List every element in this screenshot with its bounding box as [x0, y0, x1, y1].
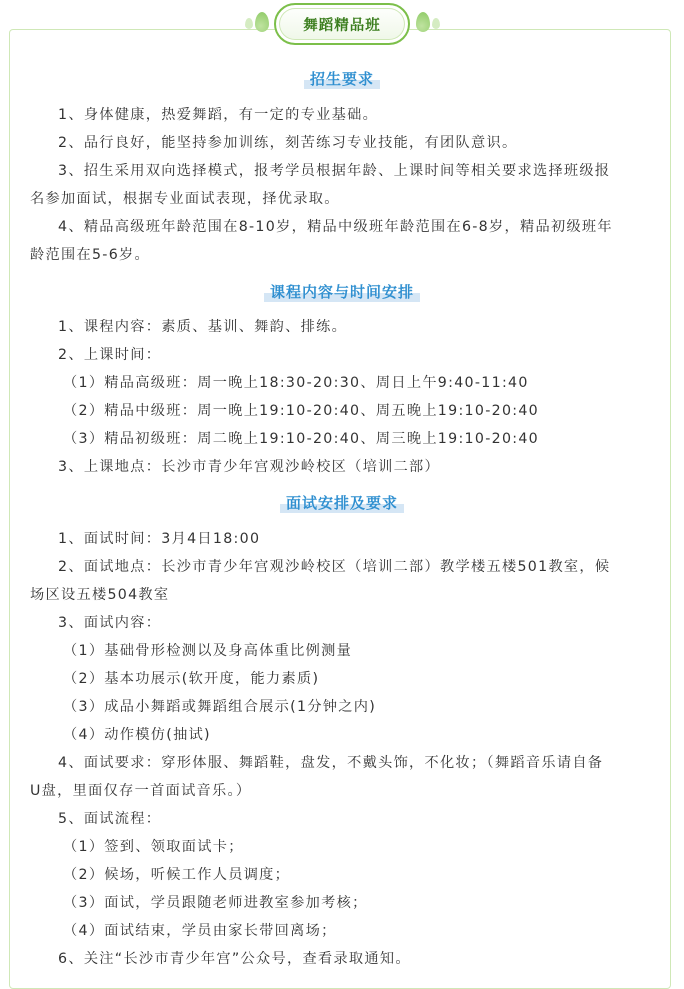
text-line: 3、面试内容： — [58, 615, 162, 631]
text-line: 3、上课地点：长沙市青少年宫观沙岭校区（培训二部） — [58, 459, 441, 475]
text-line: 龄范围在5-6岁。 — [30, 247, 150, 263]
text-line: （3）面试，学员跟随老师进教室参加考核； — [63, 895, 368, 911]
text-line: 1、课程内容：素质、基训、舞韵、排练。 — [58, 319, 348, 335]
text-line: 2、面试地点：长沙市青少年宫观沙岭校区（培训二部）教学楼五楼501教室，候 — [58, 559, 611, 575]
section-title-interview: 面试安排及要求 — [0, 492, 684, 513]
leaf-decoration-icon — [255, 12, 269, 32]
text-line: 1、面试时间：3月4日18:00 — [58, 531, 261, 547]
text-line: 3、招生采用双向选择模式，报考学员根据年龄、上课时间等相关要求选择班级报 — [58, 163, 611, 179]
text-line: （4）面试结束，学员由家长带回离场； — [63, 923, 337, 939]
text-line: 1、身体健康，热爱舞蹈，有一定的专业基础。 — [58, 107, 379, 123]
text-line: 5、面试流程： — [58, 811, 162, 827]
section-title-enroll: 招生要求 — [0, 68, 684, 89]
page-title: 舞蹈精品班 — [274, 3, 410, 45]
text-line: U盘，里面仅存一首面试音乐。） — [30, 783, 252, 799]
text-line: （2）候场，听候工作人员调度； — [63, 867, 291, 883]
text-line: （3）精品初级班：周二晚上19:10-20:40、周三晚上19:10-20:40 — [63, 431, 539, 447]
leaf-decoration-icon — [245, 18, 253, 29]
text-line: 6、关注“长沙市青少年宫”公众号，查看录取通知。 — [58, 951, 411, 967]
text-line: 4、面试要求：穿形体服、舞蹈鞋，盘发，不戴头饰，不化妆；（舞蹈音乐请自备 — [58, 755, 604, 771]
text-line: 4、精品高级班年龄范围在8-10岁，精品中级班年龄范围在6-8岁，精品初级班年 — [58, 219, 613, 235]
text-line: （1）签到、领取面试卡； — [63, 839, 244, 855]
section-title-course: 课程内容与时间安排 — [0, 281, 684, 302]
text-line: （1）基础骨形检测以及身高体重比例测量 — [63, 643, 353, 659]
text-line: 场区设五楼504教室 — [30, 587, 170, 603]
text-line: 2、品行良好，能坚持参加训练，刻苦练习专业技能，有团队意识。 — [58, 135, 518, 151]
text-line: （1）精品高级班：周一晚上18:30-20:30、周日上午9:40-11:40 — [63, 375, 529, 391]
text-line: （2）基本功展示(软开度，能力素质) — [63, 671, 320, 687]
leaf-decoration-icon — [432, 18, 440, 29]
text-line: （4）动作模仿(抽试) — [63, 727, 211, 743]
text-line: （2）精品中级班：周一晚上19:10-20:40、周五晚上19:10-20:40 — [63, 403, 539, 419]
text-line: 名参加面试，根据专业面试表现，择优录取。 — [30, 191, 340, 207]
text-line: （3）成品小舞蹈或舞蹈组合展示(1分钟之内) — [63, 699, 377, 715]
text-line: 2、上课时间： — [58, 347, 162, 363]
leaf-decoration-icon — [416, 12, 430, 32]
